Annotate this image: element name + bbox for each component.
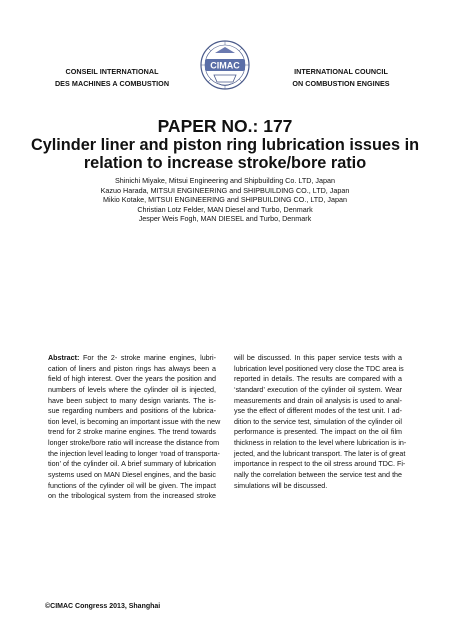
logo-text: CIMAC [210,60,240,71]
abstract-line: trend for 2 stroke marine engines. The trend towards [48,428,216,437]
abstract-line: lubrication level positioned very close the TDC area is [234,364,404,373]
author-line: Kazuo Harada, MITSUI ENGINEERING and SHIPBUILDING CO., LTD, Japan [100,185,350,195]
paper-title [0,137,450,172]
abstract-line: yse the effect of different modes of the test unit. I ad- [234,407,402,416]
abstract-label: Abstract: [48,354,80,362]
author-line: Mikio Kotake, MITSUI ENGINEERING and SHIPBUILDING CO., LTD, Japan [103,195,347,205]
paper-title-line2: relation to increase stroke/bore ratio [83,153,367,172]
paper-title-line1: Cylinder liner and piston ring lubrication issues in [30,136,420,154]
abstract-line: have been subject to many design variants. The is- [48,396,216,405]
abstract-line: will be discussed. In this paper service tests with a [234,354,402,362]
author-line: Shinichi Miyake, Mitsui Engineering and Shipbuilding Co. LTD, Japan [114,176,335,185]
author-line: Jesper Weis Fogh, MAN DIESEL and Turbo, Denmark [138,214,312,224]
abstract-column-left [48,353,221,502]
abstract-line: systems used on MAN Diesel engines, and the basic [48,471,216,480]
header-right-line1: INTERNATIONAL COUNCIL [294,67,388,76]
abstract-line: the injection level leading to longer ‘road of transporta- [48,449,220,458]
abstract-line: sue regarding numbers and positions of the lubrica- [48,407,216,416]
abstract-line: jected, and the lubricant transport. The later is of great [234,449,406,458]
header-right [268,66,414,90]
abstract-line: on the tribological system from the increased stroke [48,492,216,501]
abstract-line: ‘standard’ execution of the cylinder oil system. Wear [234,385,402,394]
abstract-line: thickness in relation to the level where lubrication is in- [234,439,407,448]
abstract-line: functions of the cylinder oil will be given. The impact [48,481,216,490]
abstract-line: simulations will be discussed. [234,481,328,490]
abstract-line: tion’ of the cylinder oil. A brief summary of lubrication [48,460,216,469]
abstract-line: measurements and drain oil analysis is used to anal- [234,396,402,405]
footer-copyright: ©CIMAC Congress 2013, Shanghai [45,603,161,610]
abstract-column-right [234,353,407,491]
abstract-line: importance in respect to the oil stress around TDC. Fi- [234,460,406,469]
abstract-line: field of high interest. Over the years the position and [48,375,216,384]
abstract-line: cation of liners and piston rings has always been a [48,364,216,373]
abstract-line [48,353,216,364]
header-right-line2: ON COMBUSTION ENGINES [292,79,390,88]
author-line: Christian Lotz Felder, MAN Diesel and Turbo, Denmark [137,204,313,214]
header-left-line2: DES MACHINES A COMBUSTION [54,79,170,88]
abstract-text: For the 2- stroke marine engines, lubri- [79,354,216,362]
abstract-line: nally the correlation between the service test and the [234,471,402,480]
cimac-logo [199,38,251,93]
header-left [42,66,182,90]
abstract-line: numbers of levels where the cylinder oil is injected, [48,385,216,394]
abstract-line: performance is presented. The impact on the oil film [234,428,402,437]
abstract-line: dition to the service test, simulation of the cylinder oil [234,417,402,426]
abstract-line: longer stroke/bore ratio will increase the distance from [48,439,220,448]
author-list [0,176,450,224]
paper-number: PAPER NO.: 177 [157,116,293,136]
abstract-line: tion level, is becoming an important issue with the new [48,417,221,426]
abstract-line: reported in details. The results are compared with a [234,375,402,384]
header-left-line1: CONSEIL INTERNATIONAL [65,67,159,76]
